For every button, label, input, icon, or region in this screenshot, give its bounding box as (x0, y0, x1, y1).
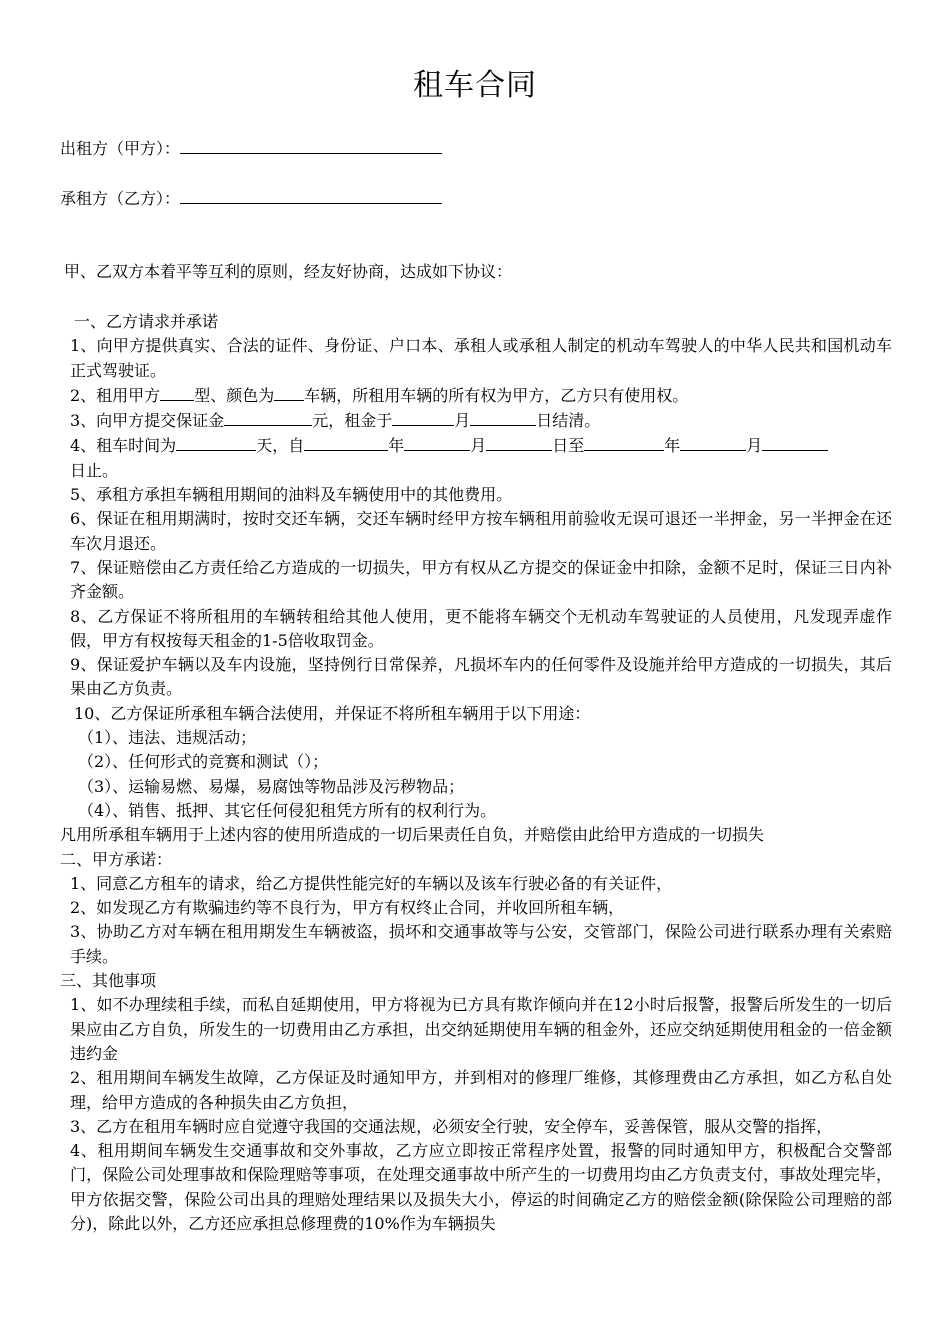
blank-model[interactable] (160, 383, 194, 401)
party-a-label: 出租方（甲方）： (60, 139, 181, 158)
section3-heading: 三、其他事项 (60, 971, 157, 991)
blank-start-year[interactable] (304, 433, 388, 451)
party-b-label: 承租方（乙方）： (60, 189, 181, 208)
use-item-1: （1）、违法、违规活动； (78, 728, 257, 748)
section2-clause-2: 2、如发现乙方有欺骗违约等不良行为，甲方有权终止合同，并收回所租车辆， (70, 898, 625, 918)
party-a-blank[interactable] (180, 135, 442, 154)
blank-rent-month[interactable] (392, 408, 454, 426)
section1-clause-8: 8、乙方保证不将所租用的车辆转租给其他人使用，更不能将车辆交个无机动车驾驶证的人员使用，凡发现弄虚作假，甲方有权按每天租金的1-5倍收取罚金。 (70, 606, 892, 650)
blank-end-day[interactable] (762, 433, 828, 451)
use-item-4: （4）、销售、抵押、其它任何侵犯租凭方所有的权利行为。 (78, 800, 497, 820)
section1-clause-6: 6、保证在租用期满时，按时交还车辆，交还车辆时经甲方按车辆租用前验收无误可退还一半押金，另一半押金在还车次月退还。 (70, 509, 892, 553)
blank-start-day[interactable] (486, 433, 552, 451)
section1-clause-5: 5、承租方承担车辆租用期间的油料及车辆使用中的其他费用。 (70, 485, 513, 505)
blank-days[interactable] (176, 433, 256, 451)
section2-heading: 二、甲方承诺： (60, 849, 173, 869)
section1-clause-4: 4、租车时间为 天，自 年 月 日至 年 月 日止。 (60, 433, 892, 483)
section1-heading: 一、乙方请求并承诺 (74, 312, 219, 331)
use-item-3: （3）、运输易燃、易爆，易腐蚀等物品涉及污秽物品； (78, 776, 465, 796)
section3-clause-4: 4、租用期间车辆发生交通事故和交外事故，乙方应立即按正常程序处置，报警的同时通知甲方，积极配合交警部门，保险公司处理事故和保险理赔等事项，在处理交通事故中所产生的一切费用均由乙方负责支付，事故处理完毕，甲方依据交警，保险公司出具的理赔处理结果以及损失大小，停运的时间确定乙方的赔偿金额(除保险公司理赔的部分)，除此以外，乙方还应承担总修理费的10%作为车辆损失 (70, 1141, 892, 1233)
section2-clause-3: 3、协助乙方对车辆在租用期发生车辆被盗，损坏和交通事故等与公安，交管部门，保险公司进行联系办理有关索赔手续。 (70, 922, 892, 966)
section3-clause-1: 1、如不办理续租手续，而私自延期使用，甲方将视为已方具有欺诈倾向并在12小时后报警，报警后所发生的一切后果应由乙方自负，所发生的一切费用由乙方承担，出交纳延期使用车辆的租金外，还应交纳延期使用租金的一倍金额违约金 (70, 995, 892, 1063)
intro-paragraph: 甲、乙双方本着平等互利的原则，经友好协商，达成如下协议： (64, 262, 513, 281)
section1-tail: 凡用所承租车辆用于上述内容的使用所造成的一切后果责任自负，并赔偿由此给甲方造成的一切损失 (60, 825, 765, 845)
section1-clause-2: 2、租用甲方 型、颜色为 车辆，所租用车辆的所有权为甲方，乙方只有使用权。 (60, 383, 892, 408)
section2-clause-1: 1、同意乙方租车的请求，给乙方提供性能完好的车辆以及该车行驶必备的有关证件， (70, 873, 673, 893)
party-a-line (60, 135, 442, 161)
blank-deposit[interactable] (224, 408, 312, 426)
party-b-blank[interactable] (180, 185, 442, 204)
contract-body (60, 310, 892, 1236)
section1-clause-7: 7、保证赔偿由乙方责任给乙方造成的一切损失，甲方有权从乙方提交的保证金中扣除，金额不足时，保证三日内补齐金额。 (70, 557, 892, 602)
document-title: 租车合同 (413, 68, 537, 103)
section3-clause-3: 3、乙方在租用车辆时应自觉遵守我国的交通法规，必须安全行驶，安全停车，妥善保管，服从交警的指挥， (70, 1116, 833, 1136)
blank-color[interactable] (274, 383, 304, 401)
blank-end-month[interactable] (680, 433, 746, 451)
section3-clause-2: 2、租用期间车辆发生故障，乙方保证及时通知甲方，并到相对的修理厂维修，其修理费由乙方承担，如乙方私自处理，给甲方造成的各种损失由乙方负担， (70, 1068, 892, 1112)
party-b-line (60, 185, 442, 211)
blank-start-month[interactable] (404, 433, 470, 451)
blank-end-year[interactable] (584, 433, 664, 451)
section1-clause-3: 3、向甲方提交保证金 元，租金于 月 日结清。 (60, 408, 892, 433)
section1-clause-10: 10、乙方保证所承租车辆合法使用，并保证不将所租车辆用于以下用途： (74, 703, 591, 723)
section1-clause-1: 1、向甲方提供真实、合法的证件、身份证、户口本、承租人或承租人制定的机动车驾驶人的中华人民共和国机动车正式驾驶证。 (70, 336, 892, 380)
blank-rent-day[interactable] (470, 408, 536, 426)
use-item-2: （2）、任何形式的竞赛和测试（）； (78, 752, 329, 772)
section1-clause-9: 9、保证爱护车辆以及车内设施，坚持例行日常保养，凡损坏车内的任何零件及设施并给甲方造成的一切损失，其后果由乙方负责。 (70, 655, 892, 699)
